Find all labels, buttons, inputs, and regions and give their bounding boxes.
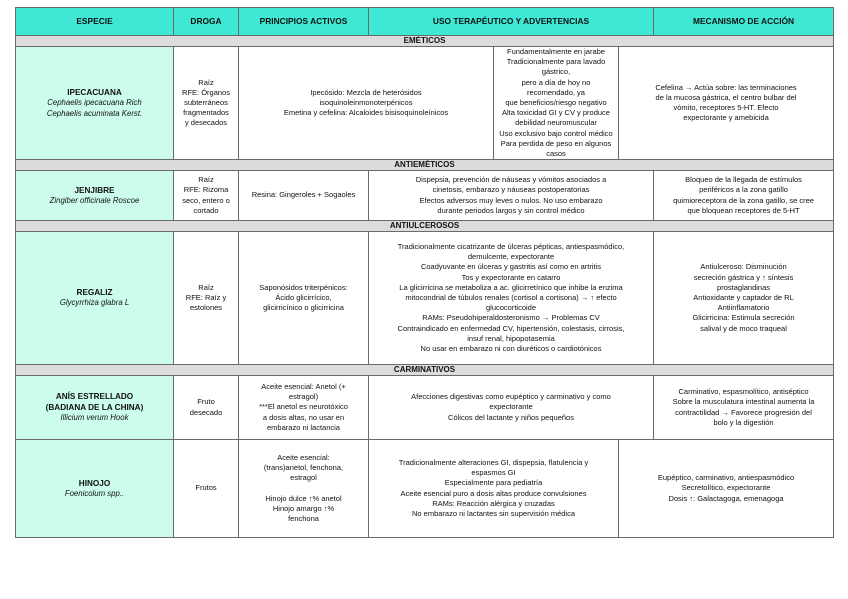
principios-cell: Ipecósido: Mezcla de heterósidos isoquinoleinmonoterpénicos Emetina y cefelina: Alcaloides bisisoquinoleínicos [239,47,494,160]
uso-cell: Fundamentalmente en jarabe Tradicionalmente para lavado gástrico, pero a día de hoy no recomendado, ya que beneficios/riesgo negativo Alta toxicidad GI y CV y produce debilidad neuromuscular Uso exclusivo bajo control médico Para perdida de peso en algunos casos [494,47,619,160]
section-carminativos: CARMINATIVOS [16,365,834,376]
header-droga: DROGA [174,8,239,36]
principios-cell: Saponósidos triterpénicos: Ácido glicirrícico, glicirricínico o glicirricina [239,232,369,365]
pharmacology-table [15,7,834,538]
table-row [16,171,834,221]
table-row [16,232,834,365]
table-row [16,47,834,160]
mecanismo-cell: Carminativo, espasmolítico, antiséptico Sobre la musculatura intestinal aumenta la contractilidad → Favorece progresión del bolo y la digestión [654,376,834,440]
section-emeticos: EMÉTICOS [16,36,834,47]
header-row [16,8,834,36]
section-antiulcerosos: ANTIULCEROSOS [16,221,834,232]
table-row [16,440,834,538]
mecanismo-cell: Antiulceroso: Disminución secreción gástrica y ↑ síntesis prostaglandinas Antioxidante y captador de RL Antiinflamatorio Glicirricina: Estimula secreción salival y de moco traqueal [654,232,834,365]
species-cell: JENJIBRE Zingiber officinale Roscoe [16,171,174,221]
header-especie: ESPECIE [16,8,174,36]
droga-cell: Raíz RFE: Rizoma seco, entero o cortado [174,171,239,221]
species-cell: ANÍS ESTRELLADO (BADIANA DE LA CHINA) Illicium verum Hook [16,376,174,440]
principios-cell: Resina: Gingeroles + Sogaoles [239,171,369,221]
principios-cell: Aceite esencial: (trans)anetol, fenchona, estragol Hinojo dulce ↑% anetol Hinojo amargo ↑% fenchona [239,440,369,538]
table-row [16,376,834,440]
header-mecanismo-accion: MECANISMO DE ACCIÓN [654,8,834,36]
principios-cell: Aceite esencial: Anetol (+ estragol) ***El anetol es neurotóxico a dosis altas, no usar en embarazo ni lactancia [239,376,369,440]
droga-cell: Raíz RFE: Órganos subterráneos fragmentados y desecados [174,47,239,160]
mecanismo-cell: Cefelina → Actúa sobre: las terminaciones de la mucosa gástrica, el centro bulbar del vómito, receptores 5-HT. Efecto expectorante y amebicida [619,47,834,160]
mecanismo-cell: Eupéptico, carminativo, antiespasmódico Secretolítico, expectorante Dosis ↑: Galactagoga, emenagoga [619,440,834,538]
droga-cell: Raíz RFE: Raíz y estolones [174,232,239,365]
species-cell: REGALIZ Glycyrrhiza glabra L [16,232,174,365]
uso-cell: Afecciones digestivas como eupéptico y carminativo y como expectorante Cólicos del lactante y niños pequeños [369,376,654,440]
uso-cell: Tradicionalmente alteraciones GI, dispepsia, flatulencia y espasmos GI Especialmente para pediatría Aceite esencial puro a dosis altas produce convulsiones RAMs: Reacción alérgica y cruzadas No embarazo ni lactantes sin supervisión médica [369,440,619,538]
species-cell: IPECACUANA Cephaelis ipecacuana Rich Cephaelis acuminata Kerst. [16,47,174,160]
species-cell: HINOJO Foenicolum spp.. [16,440,174,538]
header-principios-activos: PRINCIPIOS ACTIVOS [239,8,369,36]
droga-cell: Frutos [174,440,239,538]
mecanismo-cell: Bloqueo de la llegada de estímulos periféricos a la zona gatillo quimioreceptora de la zona gatillo, se cree que bloquean receptores de 5-HT [654,171,834,221]
uso-cell: Tradicionalmente cicatrizante de úlceras pépticas, antiespasmódico, demulcente, expectorante Coadyuvante en úlceras y gastritis así como en artritis Tos y expectorante en catarro La glicirricina se metaboliza a ac. glicirretínico que inhibe la enzima mitocondrial de túbulos renales (cortisol a cortisona) → ↑ efecto glucocorticoide RAMs: Pseudohiperaldosteronismo → Problemas CV Contraindicado en enfermedad CV, hipertensión, colestasis, cirrosis, insuf renal, hipopotasemia No usar en embarazo ni con diuréticos o cardiotónicos [369,232,654,365]
droga-cell: Fruto desecado [174,376,239,440]
section-antiemeticos: ANTIEMÉTICOS [16,160,834,171]
header-uso-terapeutico: USO TERAPÉUTICO Y ADVERTENCIAS [369,8,654,36]
uso-cell: Dispepsia, prevención de náuseas y vómitos asociados a cinetosis, embarazo y náuseas postoperatorias Efectos adversos muy leves o nulos. No uso embarazo durante periodos largos y sin control médico [369,171,654,221]
